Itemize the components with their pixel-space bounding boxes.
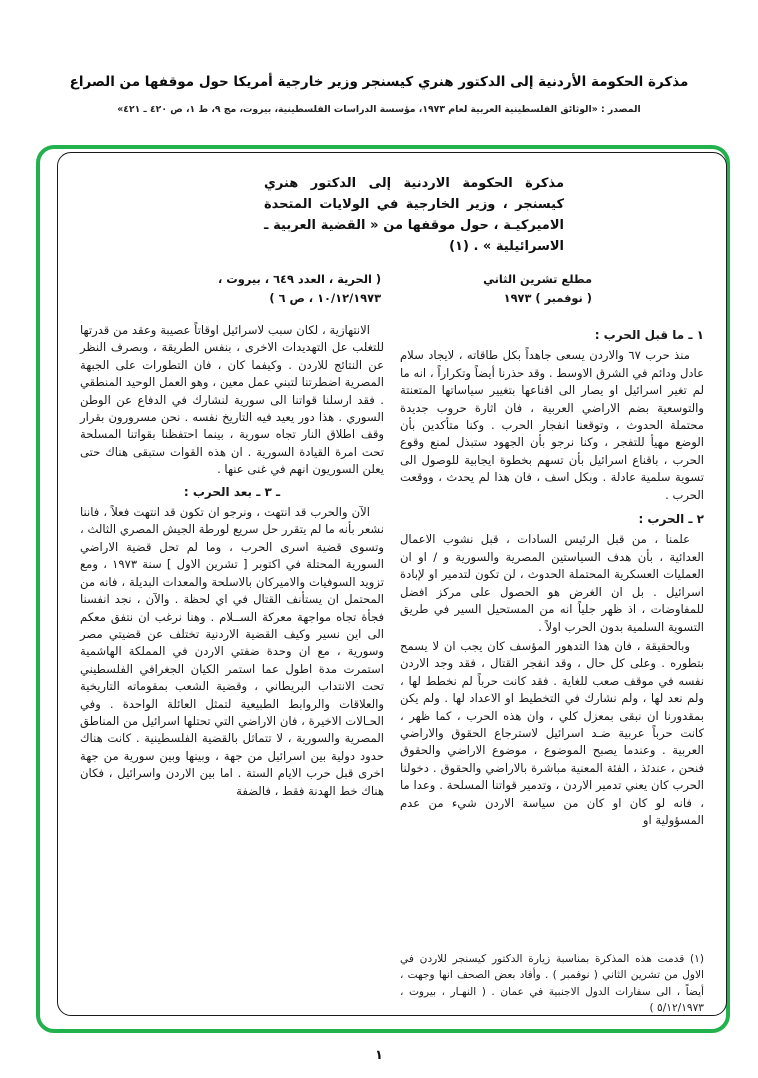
column-right [400, 322, 704, 1016]
date-row [218, 270, 592, 308]
date-issued [483, 270, 592, 308]
document-header: مذكرة الحكومة الاردنية إلى الدكتور هنري كيسنجر ، وزير الخارجية في الولايات المتحدة الاميركيـة ، حول موقفها من « القضية العربية ـ الاسرائيلية » . (١) [264, 176, 564, 254]
publication-reference-line2: ١٠/١٢/١٩٧٣ ، ص ٦ ) [269, 291, 382, 305]
section-heading-3: ـ ٣ ـ بعد الحرب : [183, 484, 281, 499]
paragraph: علمنا ، من قبل الرئيس السادات ، قبل نشوب الاعمال العدائية ، بأن هدف السياستين المصرية والسورية و / او ان العمليات العسكرية المحتملة الحدوث ، لن تكون لتدمير او لإبادة اسرائيل . بل ان الغرض هو الحصول على مركز افضل للمفاوضات ، اذ ظهر جلياً انه من المستحيل السير في طريق التسوية السلمية بدون الحرب اولاً . [400, 532, 704, 634]
paragraph: منذ حرب ٦٧ والاردن يسعى جاهداً بكل طاقاته ، لايجاد سلام عادل ودائم في الشرق الاوسط . وقد حذرنا أيضاً وتكراراً ، انه ما لم تغير اسرائيل او يصار الى اقناعها بتغيير سياساتها المتعنتة والتوسعية بضم الاراضي العربية ، فان اثارة حروب جديدة محتملة الحدوث ، وتوقعنا انفجار الحرب . وكنا متأكدين بأن الوضع مهيأ للتفجر ، وكنا نرجو بأن الجهود ستبذل لمنع وقوع الحرب ، باقناع اسرائيل بأن تسهم بخطوة ايجابية للوصول الى تسوية سلمية عادلة . وبكل اسف ، فان هذا لم يحدث ، ووقعت الحرب . [400, 348, 704, 502]
source-line: المصدر : «الوثائق الفلسطينية العربية لعام ١٩٧٣، مؤسسة الدراسات الفلسطينية، بيروت، مج ٩، ط ١، ص ٤٢٠ ـ ٤٢١» [117, 104, 641, 115]
section-heading-1: ١ ـ ما قبل الحرب : [594, 328, 704, 342]
paragraph: الانتهازية ، لكان سبب لاسرائيل اوقاتاً عصيبة وعقد من قدرتها للتغلب عل التهديدات الاخرى ، بنفس الطريقة ، وبصرف النظر عن النتائج للاردن . وكيفما كان ، فان التطورات على الجبهة المصرية اضطرتنا لتبني عمل معين ، وهو العمل الوحيد المنطقي . فقد ارسلنا قواتنا الى سورية لنشارك في الدفاع عن الوطن السوري . هذا دور يعيد فيه التاريخ نفسه . نحن مسرورون بقرار وقف اطلاق النار تجاه سورية ، بينما احتفظنا بقواتنا المسلحة تحت امرة القيادة السورية . ان هذه القوات ستبقى هناك حتى يعلن السوريون انهم في غنى عنها . [80, 323, 384, 477]
paragraph: وبالحقيقة ، فان هذا التدهور المؤسف كان يجب ان لا يسمح بتطوره . وعلى كل حال ، وقد انفجر القتال ، فقد وجد الاردن نفسه في موقف صعب للغاية . فقد كانت حرباً لم نخطط لها ، ولم نعد لها ، ولم نشارك في التخطيط او الاعداد لها . ولم يكن بمقدورنا ان نبقى بمعزل كلي ، وان هذه الحرب ، كما ظهر ، كانت حرباً عربية ضـد اسرائيل لاسترجاع الحقوق والاراضي العربية . وعندما يصبح الموضوع ، موضوع الاراضي والحقوق فنحن ، عندئذ ، الفئة المعنية مباشرة بالاراضي والحقوق . دخولنا الحرب كان يعني تدمير الاردن ، وتدمير قواتنا المسلحة . وعدا ما ، فانه لو كان او كان من سياسة الاردن شيء من عدم المسؤولية او [400, 638, 704, 827]
page-title: مذكرة الحكومة الأردنية إلى الدكتور هنري كيسنجر وزير خارجية أمريكا حول موقفها من الصراع [69, 74, 689, 90]
footnote: (١) قدمت هذه المذكرة بمناسبة زيارة الدكتور كيسنجر للاردن في الاول من تشرين الثاني ( نوفمبر ) . وأفاد بعض الصحف انها وجهت ، أيضاً ، الى سفارات الدول الاجنبية في عمان . ( النهـار ، بيروت ، ٥/١٢/١٩٧٣ ) [400, 953, 704, 1014]
body-columns [80, 322, 704, 1016]
document-box [57, 152, 727, 1016]
paragraph: الآن والحرب قد انتهت ، ونرجو ان تكون قد انتهت فعلاً ، فاننا نشعر بأنه ما لم يتقرر حل سريع لورطة الجيش المصري الثالث ، وتسوى قضية اسرى الحرب ، وما لم تحل قضية الاراضي السورية المحتلة في اكتوبر [ تشرين الاول ] سنة ١٩٧٣ ، ومع تزويد السوفيات والاميركان بالاسلحة والمعدات البديلة ، فانه من المحتمل ان يستأنف القتال في اي لحظة . والآن ، نجد انفسنا فجأة تجاه مواجهة معركة الســلام . وهنا نرغب ان نتفق معكم الى اين نسير وكيف القضية الاردنية تختلف عن قضيتي مصر وسورية ، مع ان وحدة ضفتي الاردن في المملكة الهاشمية استمرت مدة اطول عما استمر الكيان الجغرافي الفلسطيني تحت الانتداب البريطاني ، وقضية الشعب بمقوماته التاريخية والعلاقات والروابط الطبيعية لتمثل العائلة الواحدة . وفي الحـالات الاخيرة ، فان الاراضي التي تحتلها اسرائيل من المناطق المصرية والسورية ، لا تتماثل بالقضية الفلسطينية . كانت هناك حدود دولية بين اسرائيل من جهة ، وبينها وبين سورية من جهة اخرى قبل حرب الايام الستة . اما بين الاردن واسرائيل ، فكان هناك خط الهدنة فقط ، فالضفة [80, 505, 385, 798]
publication-reference-line1: ( الحرية ، العدد ٦٤٩ ، بيروت ، [218, 272, 382, 286]
date-issued-line2: ( نوفمبر ) ١٩٧٣ [503, 291, 592, 305]
page-number: ١ [375, 1048, 383, 1063]
date-issued-line1: مطلع تشرين الثاني [483, 272, 592, 286]
column-left [80, 322, 384, 1016]
section-heading-2: ٢ ـ الحرب : [638, 512, 704, 527]
publication-reference [218, 270, 381, 308]
